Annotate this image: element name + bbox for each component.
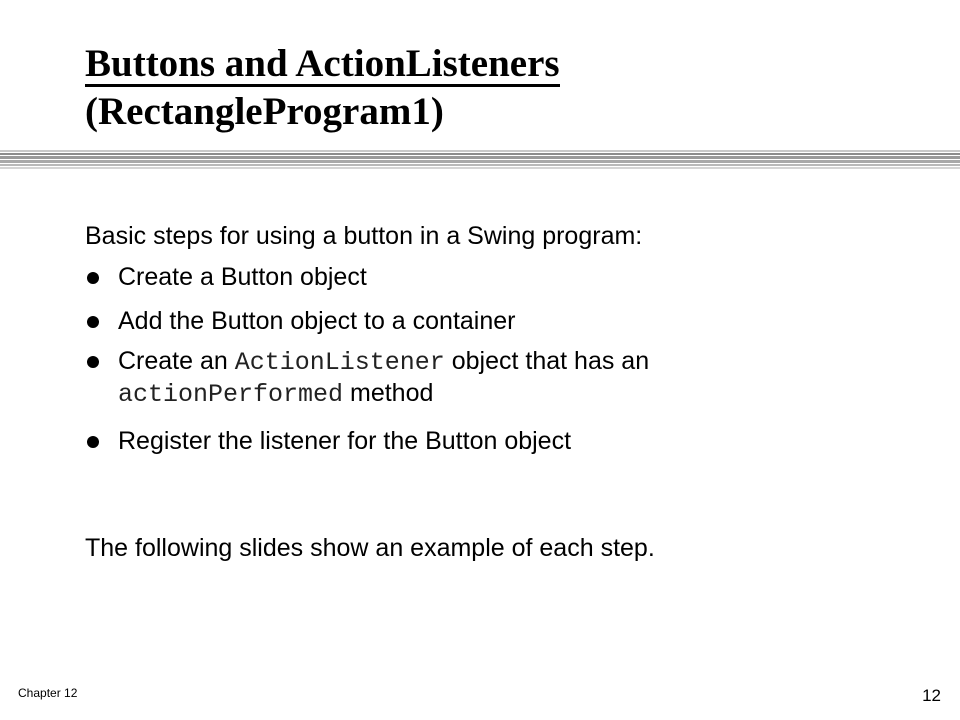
step-create-listener-pre: Create an — [118, 347, 235, 375]
step-create-listener-method: method — [343, 379, 434, 407]
intro-text: Basic steps for using a button in a Swing program: — [85, 222, 643, 250]
step-add-button: Add the Button object to a container — [118, 307, 516, 335]
code-actionperformed: actionPerformed — [118, 380, 344, 409]
step-register-listener: Register the listener for the Button object — [118, 427, 572, 455]
step-create-listener-post: object that has an — [444, 347, 650, 375]
steps-list — [85, 260, 649, 456]
slide-title-line1: Buttons and ActionListeners — [85, 42, 560, 85]
step-create-button: Create a Button object — [118, 263, 367, 291]
divider-stripe — [0, 153, 960, 155]
footer-page-number: 12 — [922, 686, 941, 705]
footer-chapter: Chapter 12 — [18, 686, 78, 700]
list-item — [85, 306, 649, 336]
bullet-dot-icon — [87, 436, 99, 448]
divider-stripe — [0, 160, 960, 163]
title-divider — [0, 150, 960, 169]
bullet-dot-icon — [87, 316, 99, 328]
bullet-dot-icon — [87, 356, 99, 368]
closing-text: The following slides show an example of each step. — [85, 534, 655, 562]
divider-stripe — [0, 150, 960, 152]
list-item — [85, 346, 649, 410]
divider-stripe — [0, 164, 960, 166]
bullet-dot-icon — [87, 272, 99, 284]
divider-stripe — [0, 156, 960, 159]
divider-stripe — [0, 167, 960, 169]
slide-title — [85, 40, 885, 136]
list-item — [85, 262, 649, 292]
code-actionlistener: ActionListener — [234, 348, 445, 377]
list-item — [85, 426, 649, 456]
slide-title-line2: (RectangleProgram1) — [85, 90, 444, 133]
